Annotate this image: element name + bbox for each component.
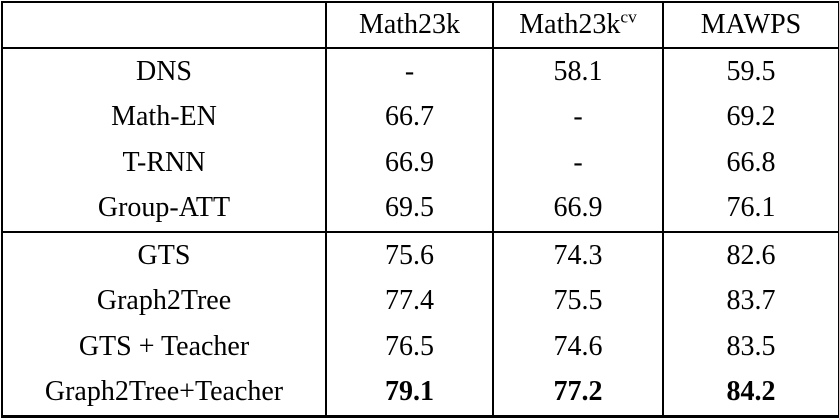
model-name-cell: GTS — [2, 232, 326, 279]
results-table — [1, 1, 839, 418]
model-name-cell: Graph2Tree+Teacher — [44, 376, 284, 408]
model-name-cell: T-RNN — [122, 146, 206, 178]
model-name-cell: DNS — [135, 55, 192, 87]
mawps-value-cell: 59.5 — [663, 48, 839, 95]
header-math23k-cv-superscript: cv — [620, 7, 637, 27]
table-row-gts — [2, 232, 839, 279]
math23k-cv-value-cell: 74.6 — [493, 324, 663, 369]
math23k-cv-value-cell: 77.2 — [493, 369, 663, 416]
math23k-cv-value-cell: 75.5 — [493, 278, 663, 323]
math23k-value-cell: 79.1 — [326, 369, 493, 416]
table-row-graph2tree-teacher — [2, 369, 839, 416]
mawps-value-cell: 66.8 — [663, 140, 839, 185]
header-corner-cell — [2, 2, 326, 48]
table-row-dns — [2, 48, 839, 95]
math23k-value-cell: 77.4 — [326, 278, 493, 323]
math23k-value-cell: 66.7 — [326, 95, 493, 140]
table-row-group-att — [2, 185, 839, 232]
math23k-cv-value-cell: 58.1 — [493, 48, 663, 95]
table-row-t-rnn — [2, 140, 839, 185]
model-name-cell: Group-ATT — [97, 192, 231, 224]
table-row-math-en — [2, 95, 839, 140]
mawps-value-cell: 84.2 — [663, 369, 839, 416]
model-name-cell: GTS + Teacher — [78, 330, 250, 362]
math23k-value-cell: 66.9 — [326, 140, 493, 185]
mawps-value-cell: 82.6 — [663, 232, 839, 279]
math23k-value-cell: 75.6 — [326, 232, 493, 279]
math23k-value-cell: 69.5 — [326, 185, 493, 232]
model-name-cell: Graph2Tree — [96, 285, 232, 317]
header-math23k: Math23k — [326, 2, 493, 48]
math23k-value-cell: 76.5 — [326, 324, 493, 369]
model-name-cell: Math-EN — [111, 101, 217, 133]
math23k-value-cell: - — [326, 48, 493, 95]
mawps-value-cell: 83.5 — [663, 324, 839, 369]
table-row-gts-teacher — [2, 324, 839, 369]
header-math23k-cv-base: Math23k — [519, 9, 621, 40]
math23k-cv-value-cell: - — [493, 140, 663, 185]
mawps-value-cell: 69.2 — [663, 95, 839, 140]
header-math23k-cv — [493, 2, 663, 48]
mawps-value-cell: 76.1 — [663, 185, 839, 232]
math23k-cv-value-cell: 66.9 — [493, 185, 663, 232]
math23k-cv-value-cell: - — [493, 95, 663, 140]
math23k-cv-value-cell: 74.3 — [493, 232, 663, 279]
header-row — [2, 2, 839, 48]
header-mawps: MAWPS — [663, 2, 839, 48]
table-row-graph2tree — [2, 278, 839, 323]
mawps-value-cell: 83.7 — [663, 278, 839, 323]
